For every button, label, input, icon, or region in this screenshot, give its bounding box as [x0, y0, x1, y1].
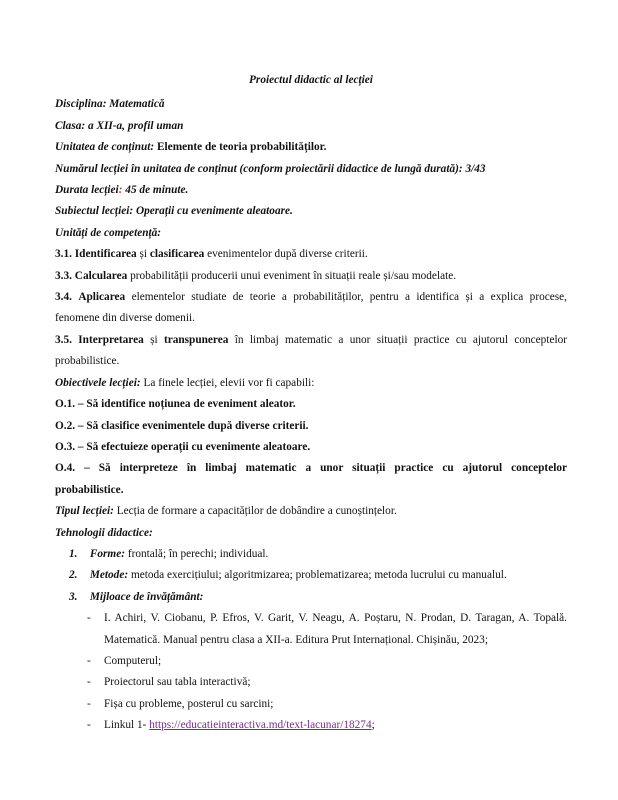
- lesson-number-line: [55, 159, 567, 180]
- objectives-label: Obiectivele lecției:: [55, 376, 141, 389]
- lesson-type-label: Tipul lecției:: [55, 505, 114, 518]
- competence-verb: Calcularea: [74, 269, 128, 282]
- competence-item: [55, 330, 567, 351]
- resource-item: [87, 672, 567, 693]
- technology-item: [69, 587, 567, 608]
- objective-code: O.2.: [55, 419, 76, 432]
- resources-list: [55, 608, 567, 736]
- technology-num: 1.: [69, 547, 78, 560]
- dash-bullet: -: [87, 697, 91, 710]
- class-label: Clasa:: [55, 119, 86, 132]
- link-prefix: Linkul 1-: [104, 719, 147, 732]
- class-value: a XII-a, profil uman: [87, 119, 184, 132]
- objective-code: O.4.: [55, 462, 76, 475]
- objective-text: – Să efectuieze operații cu evenimente aleatoare.: [77, 440, 311, 453]
- objective-text: – Să identifice noțiunea de eveniment aleator.: [77, 398, 296, 411]
- objective-code: O.3.: [55, 440, 76, 453]
- resource-item: [87, 715, 567, 736]
- competence-text: probabilității producerii unui eveniment în situații reale și/sau modelate.: [130, 269, 457, 282]
- technology-value: metoda exercițiului; algoritmizarea; problematizarea; metoda lucrului cu manualul.: [130, 569, 507, 582]
- lesson-type-line: [55, 501, 567, 522]
- objectives-line: [55, 373, 567, 394]
- competence-num: 3.4.: [55, 291, 72, 304]
- subject-label: Subiectul lecției:: [55, 205, 134, 218]
- duration-value: 45 de minute.: [125, 184, 189, 197]
- technology-value: frontală; în perechi; individual.: [127, 547, 269, 560]
- competence-text: în limbaj matematic a unor situații practice cu ajutorul conceptelor: [234, 333, 568, 346]
- objective-item-cont: probabilistice.: [55, 483, 124, 496]
- resource-text: I. Achiri, V. Ciobanu, P. Efros, V. Garit, V. Neagu, A. Poștaru, N. Prodan, D. Taragan, A. Topală. Matematică. Manual pentru clasa a XII-a. Editura Prut Internațional. Chișinău, 2023;: [104, 612, 567, 646]
- competence-item-cont: fenomene din diverse domenii.: [55, 312, 195, 325]
- competence-item-cont: probabilistice.: [55, 355, 120, 368]
- resource-text: Fișa cu probleme, posterul cu sarcini;: [104, 697, 274, 710]
- competence-text: elementelor studiate de teorie a probabilităților, pentru a identifica și a explica procese,: [131, 291, 567, 304]
- technology-num: 3.: [69, 590, 78, 603]
- technologies-heading: Tehnologii didactice:: [55, 526, 153, 539]
- subject-line: [55, 201, 567, 222]
- resource-text: Computerul;: [104, 654, 162, 667]
- competence-text: evenimentelor după diverse criterii.: [207, 248, 368, 261]
- objective-code: O.1.: [55, 398, 76, 411]
- content-unit-value: Elemente de teoria probabilităților.: [157, 141, 327, 154]
- competence-verb: Identificarea: [74, 248, 137, 261]
- competence-verb: Interpretarea: [78, 333, 144, 346]
- objective-text: – Să clasifice evenimentele după diverse criterii.: [77, 419, 309, 432]
- technology-item: [69, 544, 567, 565]
- resource-item: [87, 651, 567, 672]
- resource-item: [87, 608, 567, 651]
- lesson-number-value: 3/43: [465, 162, 486, 175]
- resource-item: [87, 694, 567, 715]
- lesson-number-label: Numărul lecției în unitatea de conținut (conform proiectării didactice de lungă durată):: [55, 162, 463, 175]
- dash-bullet: -: [87, 612, 91, 625]
- competences-heading: Unități de competență:: [55, 226, 162, 239]
- discipline-value: Matematică: [109, 98, 165, 111]
- technology-label: Metode:: [89, 569, 129, 582]
- competence-verb: Aplicarea: [78, 291, 126, 304]
- competence-verb-2: clasificarea: [149, 248, 205, 261]
- competence-conj: și: [139, 248, 148, 261]
- resource-text: Proiectorul sau tabla interactivă;: [104, 676, 251, 689]
- duration-colon: :: [118, 184, 123, 197]
- document-page: [55, 70, 567, 737]
- technology-label: Forme:: [89, 547, 125, 560]
- class-line: [55, 116, 567, 137]
- technology-num: 2.: [69, 569, 78, 582]
- duration-label: Durata lecției: [55, 184, 119, 197]
- resource-text: [104, 715, 567, 736]
- duration-line: [55, 180, 567, 201]
- dash-bullet: -: [87, 719, 91, 732]
- dash-bullet: -: [87, 676, 91, 689]
- objectives-intro: La finele lecției, elevii vor fi capabili:: [143, 376, 315, 389]
- technology-label: Mijloace de învățământ:: [89, 590, 204, 603]
- resource-link[interactable]: https://educatieinteractiva.md/text-lacunar/18274: [149, 719, 372, 732]
- competence-conj: și: [150, 333, 158, 346]
- objective-item: [55, 437, 567, 458]
- competence-item: [55, 244, 567, 265]
- subject-value: Operații cu evenimente aleatoare.: [135, 205, 293, 218]
- competence-item: [55, 287, 567, 308]
- competence-num: 3.3.: [55, 269, 72, 282]
- dash-bullet: -: [87, 654, 91, 667]
- link-suffix: ;: [371, 719, 375, 732]
- objective-item: [55, 394, 567, 415]
- objective-item: [55, 416, 567, 437]
- discipline-label: Disciplina:: [55, 98, 107, 111]
- lesson-type-value: Lecția de formare a capacităților de dobândire a cunoștințelor.: [116, 505, 397, 518]
- objective-item: [55, 458, 567, 479]
- competence-item: [55, 266, 567, 287]
- objective-text: – Să interpreteze în limbaj matematic a unor situații practice cu ajutorul conceptelor: [84, 462, 568, 475]
- discipline-line: [55, 94, 567, 115]
- technologies-list: [55, 544, 567, 608]
- competence-num: 3.5.: [55, 333, 72, 346]
- content-unit-line: [55, 137, 567, 158]
- technology-item: [69, 565, 567, 586]
- competence-verb-2: transpunerea: [163, 333, 229, 346]
- competence-num: 3.1.: [55, 248, 72, 261]
- content-unit-label: Unitatea de conținut:: [55, 141, 155, 154]
- document-title: Proiectul didactic al lecției: [249, 74, 373, 86]
